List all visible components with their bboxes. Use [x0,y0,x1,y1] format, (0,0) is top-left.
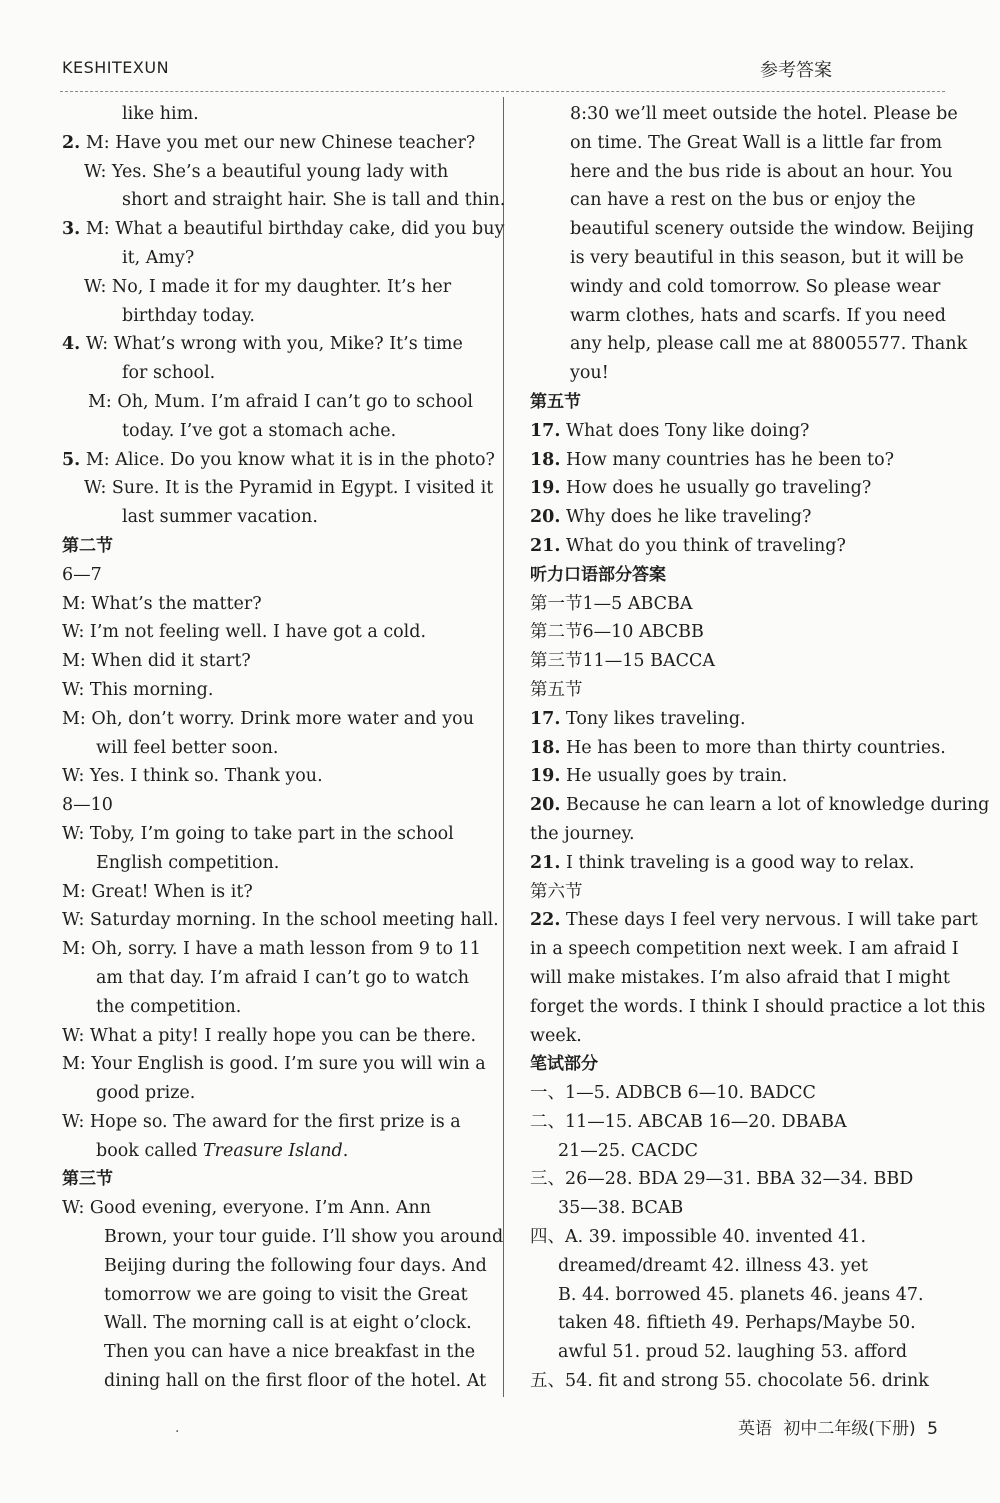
text-line [62,964,476,993]
line-text: M: Oh, Mum. I’m afraid I can’t go to school [88,391,474,412]
line-text: short and straight hair. She is tall and thin. [122,190,506,211]
text-line [62,388,476,417]
item-number: 18. [530,737,561,758]
line-text: M: What’s the matter? [62,593,262,614]
text-line [530,1367,944,1396]
text-line [62,244,476,273]
text-line [62,993,476,1022]
item-number: 5. [62,449,81,470]
section-heading: 听力口语部分答案 [530,564,666,585]
text-line [530,647,944,676]
text-line [530,734,944,763]
text-line [62,359,476,388]
text-line [62,474,494,503]
text-line [62,186,506,215]
line-text: 第六节 [530,881,583,902]
text-line [530,1165,944,1194]
line-text: 五、54. fit and strong 55. chocolate 56. drink [530,1371,929,1392]
item-number: 19. [530,766,561,787]
line-text: can have a rest on the bus or enjoy the [570,190,916,211]
line-text: today. I’ve got a stomach ache. [122,420,397,441]
text-line [530,417,944,446]
line-text: He has been to more than thirty countries. [560,737,946,758]
item-number: 20. [530,795,561,816]
item-number: 21. [530,852,561,873]
line-text: on time. The Great Wall is a little far from [570,132,943,153]
header-section-title: 参考答案 [760,60,832,81]
stray-mark: . [175,1420,180,1436]
line-text: will make mistakes. I’m also afraid that I might [530,967,950,988]
text-line [530,330,968,359]
text-line [530,158,953,187]
line-text: What do you think of traveling? [560,535,846,556]
text-line [530,964,950,993]
text-line [62,1194,476,1223]
text-line [62,1022,476,1051]
line-text: good prize. [96,1083,196,1104]
text-line [530,1108,944,1137]
line-text: forget the words. I think I should practice a lot this [530,996,986,1017]
text-line [530,590,944,619]
line-text: book called [96,1140,203,1161]
text-line [62,100,476,129]
line-text: 二、11—15. ABCAB 16—20. DBABA [530,1111,847,1132]
text-line [530,446,944,475]
column-divider [503,97,504,1397]
section-heading: 第二节 [62,535,113,556]
text-line [530,1079,944,1108]
line-text: here and the bus ride is about an hour. You [570,161,953,182]
line-text: birthday today. [122,305,255,326]
line-text: 第二节6—10 ABCBB [530,622,704,643]
text-line [62,935,481,964]
line-text: M: Alice. Do you know what it is in the photo? [80,449,495,470]
section-heading: 第三节 [62,1169,113,1190]
item-number: 17. [530,708,561,729]
section-heading: 笔试部分 [530,1054,598,1075]
text-line [62,1223,504,1252]
line-text: M: What a beautiful birthday cake, did you buy [80,219,505,240]
line-text: will feel better soon. [96,737,279,758]
text-line [62,1338,476,1367]
text-line [62,791,476,820]
line-text: 8:30 we’ll meet outside the hotel. Please be [570,104,958,124]
line-text: beautiful scenery outside the window. Beijing [570,219,975,240]
line-text: dreamed/dreamt 42. illness 43. yet [558,1255,868,1276]
line-text: W: Sure. It is the Pyramid in Egypt. I visited it [84,478,494,499]
line-text: Tony likes traveling. [560,708,746,729]
line-text: W: Good evening, everyone. I’m Ann. Ann [62,1198,432,1219]
text-line [62,446,495,475]
line-text: dining hall on the first floor of the hotel. At [104,1371,487,1392]
item-number: 2. [62,132,81,153]
header-rule [60,91,945,92]
line-text: tomorrow we are going to visit the Great [104,1284,468,1305]
text-line [62,647,476,676]
text-line [530,532,944,561]
line-text: How many countries has he been to? [560,449,895,470]
line-text: week. [530,1025,582,1046]
line-text: W: What’s wrong with you, Mike? It’s time [80,334,463,355]
text-line [62,676,476,705]
line-text: 21—25. CACDC [558,1140,698,1161]
text-line [62,1281,476,1310]
text-line [62,273,476,302]
line-text: in a speech competition next week. I am afraid I [530,939,959,960]
text-line [530,1223,944,1252]
left-column [62,100,506,1396]
line-text: 6—7 [62,564,102,585]
text-line [530,186,944,215]
item-number: 19. [530,478,561,499]
text-line [530,878,944,907]
text-line [62,820,476,849]
text-line [62,762,476,791]
line-text: M: Oh, don’t worry. Drink more water and you [62,708,474,729]
text-line [530,791,990,820]
line-text: Then you can have a nice breakfast in the [104,1342,476,1363]
text-line [530,993,986,1022]
line-text: How does he usually go traveling? [560,478,872,499]
line-text: W: What a pity! I really hope you can be there. [62,1025,477,1046]
line-text: W: This morning. [62,679,214,700]
line-text-tail: . [342,1140,349,1161]
line-text: last summer vacation. [122,507,318,528]
text-line [62,1367,487,1396]
line-text: the journey. [530,823,635,844]
text-line [530,849,944,878]
text-line [62,1252,487,1281]
line-text: is very beautiful in this season, but it will be [570,247,964,268]
line-text: M: Great! When is it? [62,881,253,902]
text-line [530,1137,944,1166]
line-text: like him. [122,104,199,124]
line-text: English competition. [96,852,280,873]
line-text: W: Toby, I’m going to take part in the school [62,823,454,844]
right-column [530,100,990,1396]
text-line [530,1281,944,1310]
text-line [530,618,944,647]
text-line [530,1022,944,1051]
item-number: 4. [62,334,81,355]
line-text: am that day. I’m afraid I can’t go to watch [96,967,470,988]
section-heading: 第五节 [530,391,581,412]
line-text: W: Yes. She’s a beautiful young lady with [84,161,449,182]
text-line [62,215,505,244]
text-line [62,590,476,619]
text-line [530,244,964,273]
text-line [530,359,944,388]
line-text: W: I’m not feeling well. I have got a cold. [62,622,427,643]
text-line [530,820,944,849]
text-line [62,158,476,187]
text-line [62,1137,476,1166]
text-line [62,129,476,158]
line-text: 三、26—28. BDA 29—31. BBA 32—34. BBD [530,1169,914,1190]
text-line [62,618,476,647]
text-line [530,705,944,734]
line-text: I think traveling is a good way to relax. [560,852,915,873]
text-line [62,849,476,878]
line-text: W: Saturday morning. In the school meeting hall. [62,910,499,931]
footer-page-number: 5 [927,1419,938,1439]
item-number: 21. [530,535,561,556]
line-text: M: When did it start? [62,651,251,672]
text-line [62,330,476,359]
line-text: W: Hope so. The award for the first prize is a [62,1111,461,1132]
text-line [530,503,944,532]
text-line [530,1309,944,1338]
line-text: 第一节1—5 ABCBA [530,593,693,614]
text-line [530,935,959,964]
line-text: M: Your English is good. I’m sure you will win a [62,1054,486,1075]
text-line [530,1194,944,1223]
line-text: awful 51. proud 52. laughing 53. afford [558,1342,908,1363]
text-line [530,302,944,331]
line-text: 第三节11—15 BACCA [530,651,716,672]
text-line [62,906,499,935]
line-text: W: Yes. I think so. Thank you. [62,766,323,787]
book-title: Treasure Island [203,1140,343,1161]
text-line [530,215,975,244]
text-line [530,474,944,503]
line-text: 第五节 [530,679,583,700]
text-line [530,129,944,158]
line-text: for school. [122,363,216,384]
line-text: What does Tony like doing? [560,420,810,441]
header-brand: KESHITEXUN [62,58,170,77]
footer-grade: 初中二年级(下册) [783,1419,916,1439]
text-line [530,906,978,935]
text-line [62,1309,476,1338]
item-number: 17. [530,420,561,441]
line-text: M: Have you met our new Chinese teacher? [80,132,476,153]
line-text: Brown, your tour guide. I’ll show you around [104,1227,504,1248]
line-text: you! [570,363,609,384]
text-line [62,417,476,446]
line-text: M: Oh, sorry. I have a math lesson from 9 to 11 [62,939,481,960]
line-text: 35—38. BCAB [558,1198,684,1219]
item-number: 20. [530,507,561,528]
line-text: 8—10 [62,795,113,816]
line-text: Why does he like traveling? [560,507,812,528]
line-text: warm clothes, hats and scarfs. If you need [570,305,946,326]
text-line [530,676,944,705]
line-text: W: No, I made it for my daughter. It’s her [84,276,452,297]
text-line [62,503,476,532]
text-line [530,273,944,302]
line-text: it, Amy? [122,247,195,268]
line-text: taken 48. fiftieth 49. Perhaps/Maybe 50. [558,1313,916,1334]
line-text: B. 44. borrowed 45. planets 46. jeans 47. [558,1284,924,1305]
item-number: 18. [530,449,561,470]
text-line [62,705,476,734]
item-number: 22. [530,910,561,931]
line-text: 四、A. 39. impossible 40. invented 41. [530,1227,867,1248]
line-text: Wall. The morning call is at eight o’clock. [104,1313,472,1334]
line-text: any help, please call me at 88005577. Thank [570,334,968,355]
text-line [62,1050,486,1079]
line-text: Because he can learn a lot of knowledge during [560,795,990,816]
line-text: the competition. [96,996,242,1017]
page-footer [738,1414,944,1439]
text-line [62,1079,476,1108]
text-line [62,561,476,590]
text-line [62,302,476,331]
text-line [62,1108,476,1137]
line-text: windy and cold tomorrow. So please wear [570,276,941,297]
footer-subject: 英语 [738,1419,772,1439]
text-line [530,1338,944,1367]
text-line [62,734,476,763]
text-line [530,100,958,129]
text-line [62,878,476,907]
line-text: He usually goes by train. [560,766,788,787]
item-number: 3. [62,219,81,240]
text-line [530,1252,944,1281]
line-text: Beijing during the following four days. And [104,1255,487,1276]
text-line [530,762,944,791]
line-text: 一、1—5. ADBCB 6—10. BADCC [530,1083,816,1104]
line-text: These days I feel very nervous. I will take part [560,910,978,931]
